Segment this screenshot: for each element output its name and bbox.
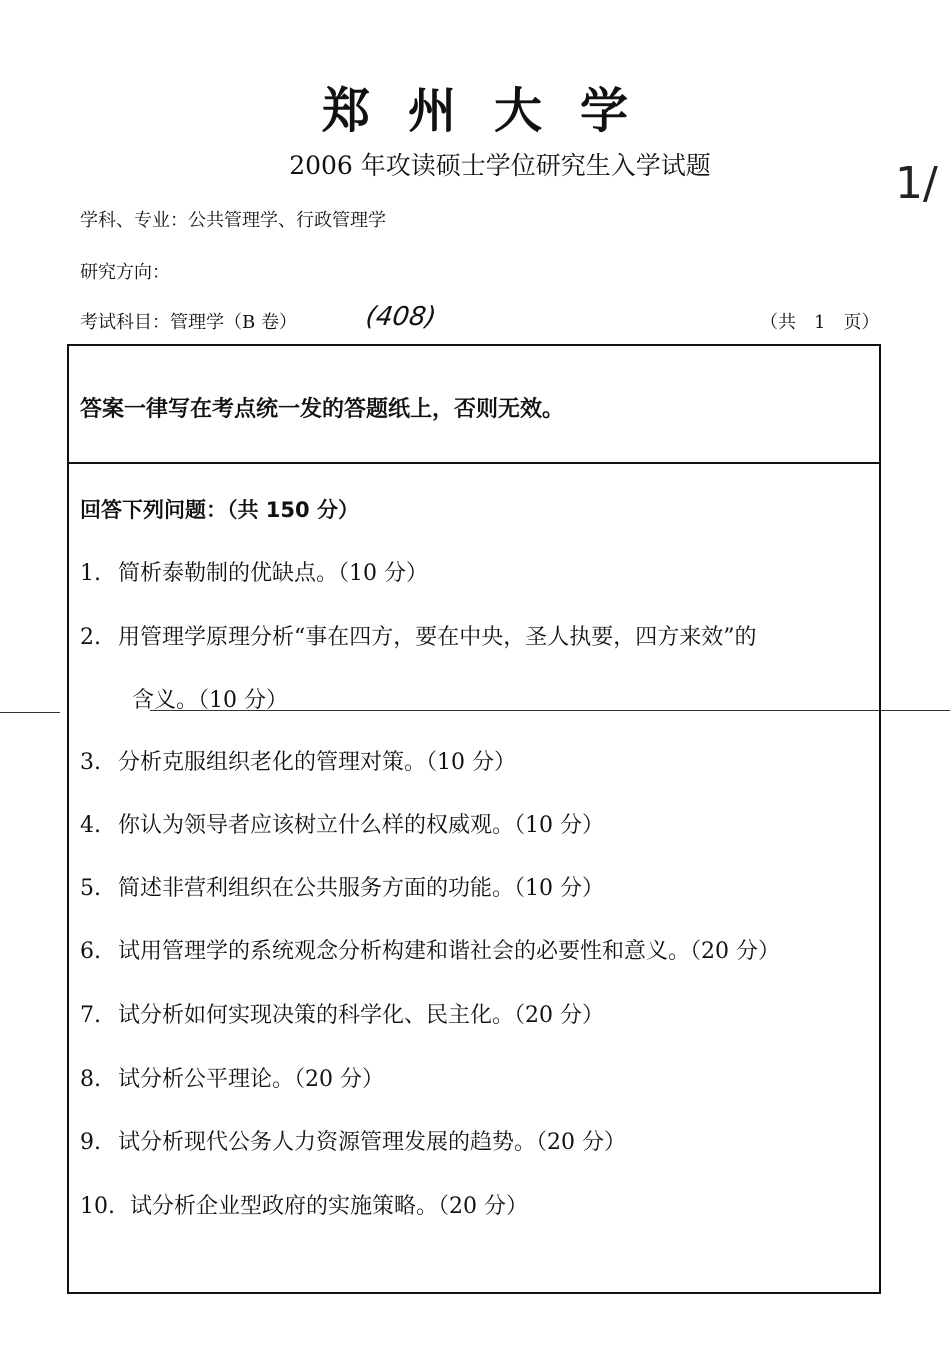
question-10 [80, 1189, 528, 1220]
question-2 [80, 620, 757, 651]
question-number: 6. [80, 939, 101, 964]
question-4 [80, 808, 604, 839]
question-text: 试分析企业型政府的实施策略。（20 分） [130, 1194, 528, 1219]
question-7 [80, 998, 604, 1029]
question-text: 用管理学原理分析“事在四方，要在中央，圣人执要，四方来效”的 [118, 625, 757, 650]
handwritten-course-code: (408) [363, 302, 439, 332]
question-1 [80, 556, 428, 587]
question-text: 简析泰勒制的优缺点。（10 分） [118, 561, 428, 586]
exam-title: 2006 年攻读硕士学位研究生入学试题 [289, 151, 711, 180]
question-9 [80, 1125, 626, 1156]
question-5 [80, 871, 604, 902]
question-text: 试分析如何实现决策的科学化、民主化。（20 分） [118, 1003, 604, 1028]
question-text: 试分析公平理论。（20 分） [118, 1067, 384, 1092]
question-text: 分析克服组织老化的管理对策。（10 分） [118, 750, 516, 775]
question-number: 5. [80, 876, 101, 901]
question-number: 2. [80, 625, 101, 650]
subject-line: 学科、专业：公共管理学、行政管理学 [80, 210, 386, 231]
exam-course-line: 考试科目：管理学（B 卷） [80, 312, 297, 333]
page-count: （共 1 页） [760, 312, 880, 333]
research-direction-line: 研究方向： [80, 262, 170, 283]
question-text: 你认为领导者应该树立什么样的权威观。（10 分） [118, 813, 604, 838]
handwritten-mark: 1/ [895, 158, 938, 209]
question-text: 试用管理学的系统观念分析构建和谐社会的必要性和意义。（20 分） [118, 939, 780, 964]
instruction-heading: 回答下列问题：（共 150 分） [80, 498, 359, 522]
question-8 [80, 1062, 384, 1093]
scan-fold-line [150, 710, 950, 711]
question-number: 10. [80, 1194, 115, 1219]
question-text: 简述非营利组织在公共服务方面的功能。（10 分） [118, 876, 604, 901]
question-number: 1. [80, 561, 101, 586]
question-3 [80, 745, 516, 776]
question-number: 8. [80, 1067, 101, 1092]
scan-fold-line-left [0, 712, 60, 713]
question-2-continuation: 含义。（10 分） [132, 688, 288, 713]
question-6 [80, 934, 780, 965]
question-number: 3. [80, 750, 101, 775]
question-number: 4. [80, 813, 101, 838]
question-number: 9. [80, 1130, 101, 1155]
question-text: 试分析现代公务人力资源管理发展的趋势。（20 分） [118, 1130, 626, 1155]
box-divider [67, 462, 881, 464]
question-number: 7. [80, 1003, 101, 1028]
university-name: 郑州大学 [321, 83, 666, 139]
answer-notice: 答案一律写在考点统一发的答题纸上，否则无效。 [80, 397, 565, 422]
